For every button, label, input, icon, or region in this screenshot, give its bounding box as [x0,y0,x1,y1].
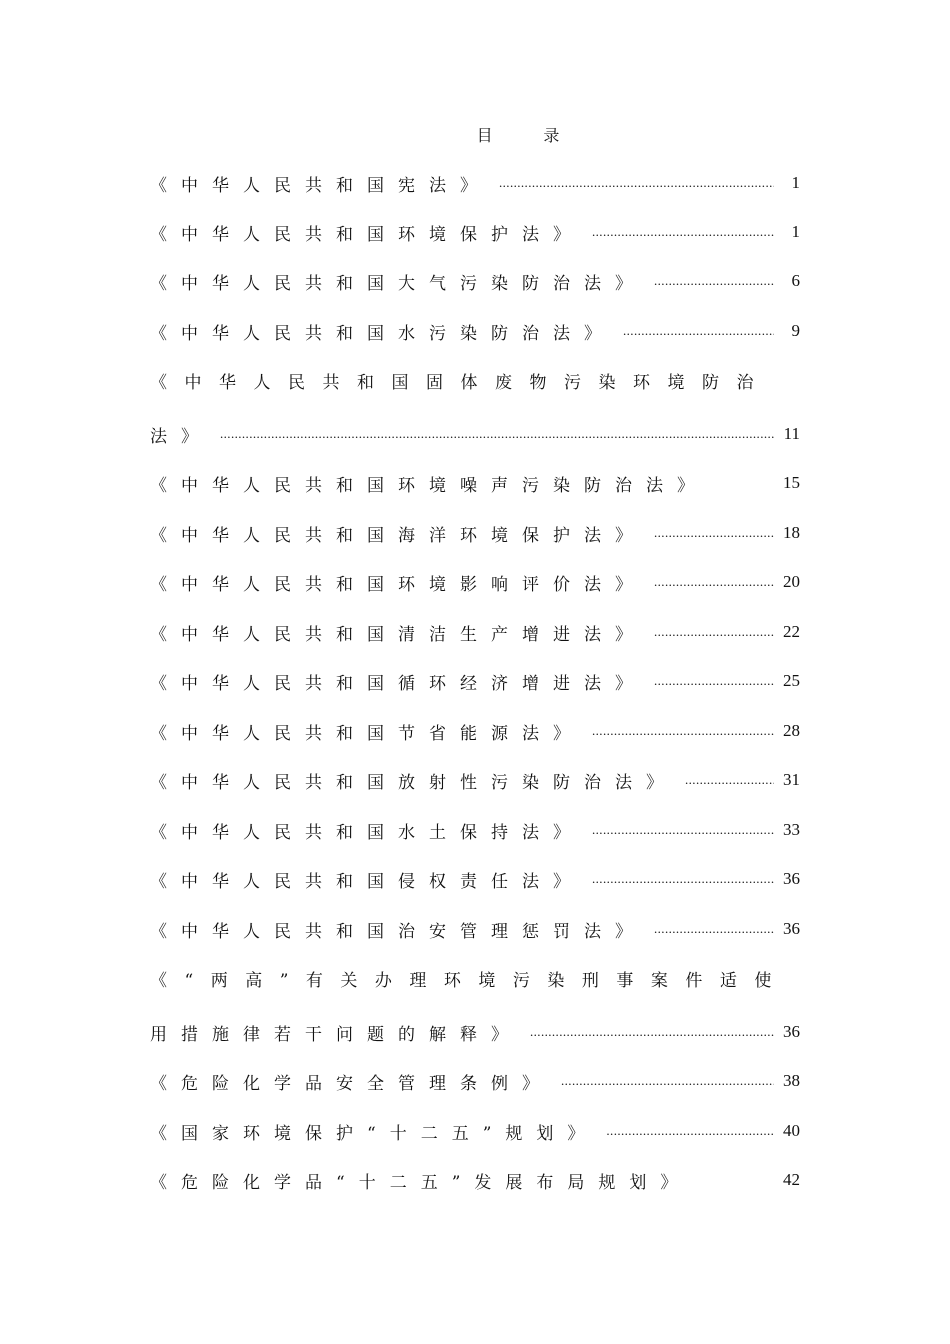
toc-entry-label: 《中华人民共和国节省能源法》 [150,723,584,744]
toc-entry-line2 [150,421,800,447]
toc-page-number: 1 [791,173,800,192]
toc-page-number: 11 [783,424,800,443]
dot-leader [592,722,774,740]
toc-page-number: 40 [783,1121,800,1140]
toc-entry-label: 《中华人民共和国循环经济增进法》 [150,673,646,694]
toc-entry-label: 《中华人民共和国清洁生产增进法》 [150,624,646,645]
toc-entry-label: 《中华人民共和国侵权责任法》 [150,871,584,892]
dot-leader [654,920,774,938]
toc-entry-label: 《“两高”有关办理环境污染刑事案件适使 [150,970,789,991]
toc-page-number: 38 [783,1071,800,1090]
toc-entry [150,916,800,942]
dot-leader [654,573,774,591]
toc-entry-label-cont: 法》 [150,426,212,447]
toc-page-number: 6 [791,271,800,290]
toc-entry [150,1167,800,1193]
toc-page-number: 36 [783,869,800,888]
dot-leader [592,223,774,241]
dot-leader [606,1122,774,1140]
toc-entry-label: 《中华人民共和国环境保护法》 [150,224,584,245]
toc-page-number: 36 [783,1022,800,1041]
toc-entry-label: 《危险化学品安全管理条例》 [150,1073,553,1094]
toc-entry [150,668,800,694]
toc-entry [150,219,800,245]
dot-leader [220,425,774,443]
dot-leader [654,623,774,641]
toc-entry-label: 《中华人民共和国放射性污染防治法》 [150,772,677,793]
dot-leader [530,1023,774,1041]
toc-entry-label: 《中华人民共和国治安管理惩罚法》 [150,921,646,942]
toc-page-number: 9 [791,321,800,340]
toc-entry [150,817,800,843]
toc-entry [150,718,800,744]
toc-page-number: 31 [783,770,800,789]
dot-leader [499,174,774,192]
toc-entry-label-cont: 用措施律若干问题的解释》 [150,1024,522,1045]
toc-entry [150,268,800,294]
toc-title: 目 录 [476,126,560,145]
toc-page-number: 1 [791,222,800,241]
toc-entry-label: 《危险化学品“十二五”发展布局规划》 [150,1172,692,1193]
toc-page-number: 22 [783,622,800,641]
toc-entry [150,1118,800,1144]
toc-entry-line2 [150,1019,800,1045]
dot-leader [685,771,774,789]
toc-entry [150,520,800,546]
dot-leader [654,672,774,690]
toc-page-number: 36 [783,919,800,938]
toc-entry-label: 《中华人民共和国环境噪声污染防治法》 [150,475,708,496]
toc-page-number: 33 [783,820,800,839]
toc-entry-label: 《中华人民共和国大气污染防治法》 [150,273,646,294]
toc-entry [150,569,800,595]
toc-entry-label: 《中华人民共和国宪法》 [150,175,491,196]
toc-entry [150,767,800,793]
toc-entry [150,619,800,645]
toc-entry-label: 《国家环境保护“十二五”规划》 [150,1123,599,1144]
toc-entry-label: 《中华人民共和国固体废物污染环境防治 [150,372,771,393]
toc-entry [150,866,800,892]
toc-page-number: 20 [783,572,800,591]
toc-entry [150,170,800,196]
dot-leader [654,524,774,542]
toc-entry-line1 [150,965,800,991]
toc-entry [150,318,800,344]
dot-leader [561,1072,774,1090]
toc-entry [150,1068,800,1094]
dot-leader [654,272,774,290]
dot-leader [592,821,774,839]
toc-entry-label: 《中华人民共和国海洋环境保护法》 [150,525,646,546]
toc-entry-label: 《中华人民共和国水土保持法》 [150,822,584,843]
toc-page-number: 42 [783,1170,800,1189]
dot-leader [623,322,774,340]
dot-leader [592,870,774,888]
toc-page-number: 18 [783,523,800,542]
toc-entry [150,470,800,496]
toc-page-number: 25 [783,671,800,690]
toc-entry-line1 [150,367,800,393]
toc-page-number: 28 [783,721,800,740]
toc-entry-label: 《中华人民共和国水污染防治法》 [150,323,615,344]
toc-page-number: 15 [783,473,800,492]
toc-entry-label: 《中华人民共和国环境影响评价法》 [150,574,646,595]
